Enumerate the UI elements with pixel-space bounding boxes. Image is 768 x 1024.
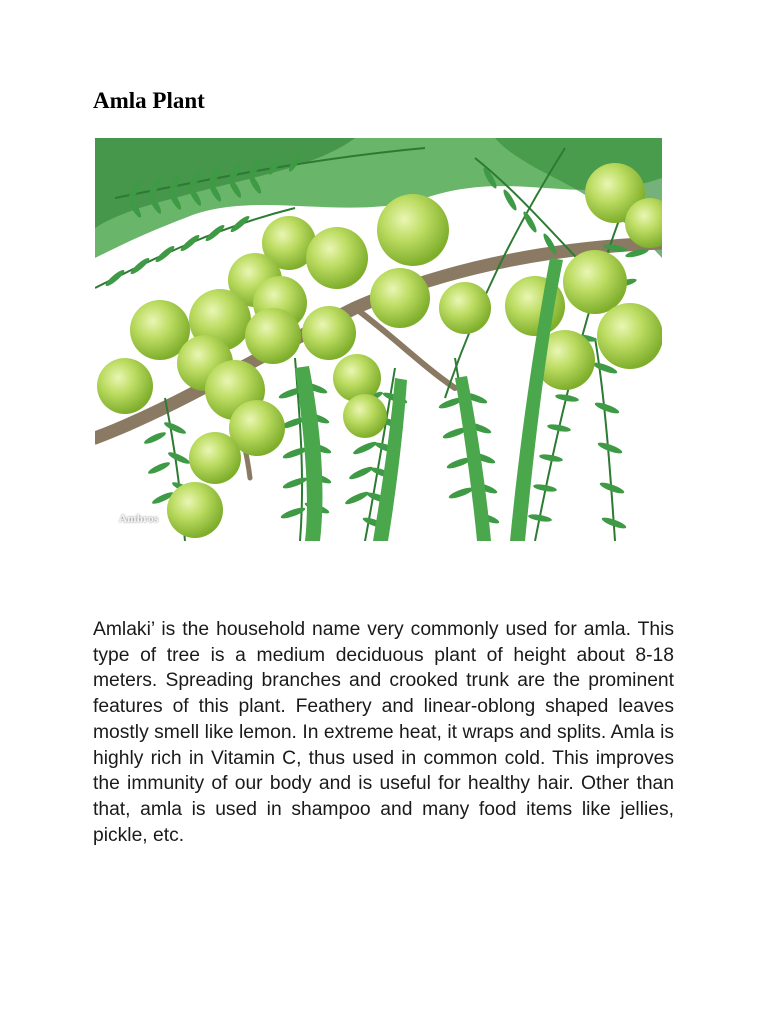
image-watermark: Ambros xyxy=(119,513,159,525)
amla-illustration xyxy=(95,138,662,541)
page-title: Amla Plant xyxy=(93,88,205,113)
body-paragraph: Amlaki’ is the household name very commonly used for amla. This type of tree is a medium deciduous plant of height about 8-18 meters. Spreading branches and crooked trunk are the prominent features of this plant. Feathery and linear-oblong shaped leaves mostly smell like lemon. In extreme heat, it wraps and splits. Amla is highly rich in Vitamin C, thus used in common cold. This improves the immunity of our body and is useful for healthy hair. Other than that, amla is used in shampoo and many food items like jellies, pickle, etc. xyxy=(93,619,674,846)
amla-photo xyxy=(95,138,662,541)
